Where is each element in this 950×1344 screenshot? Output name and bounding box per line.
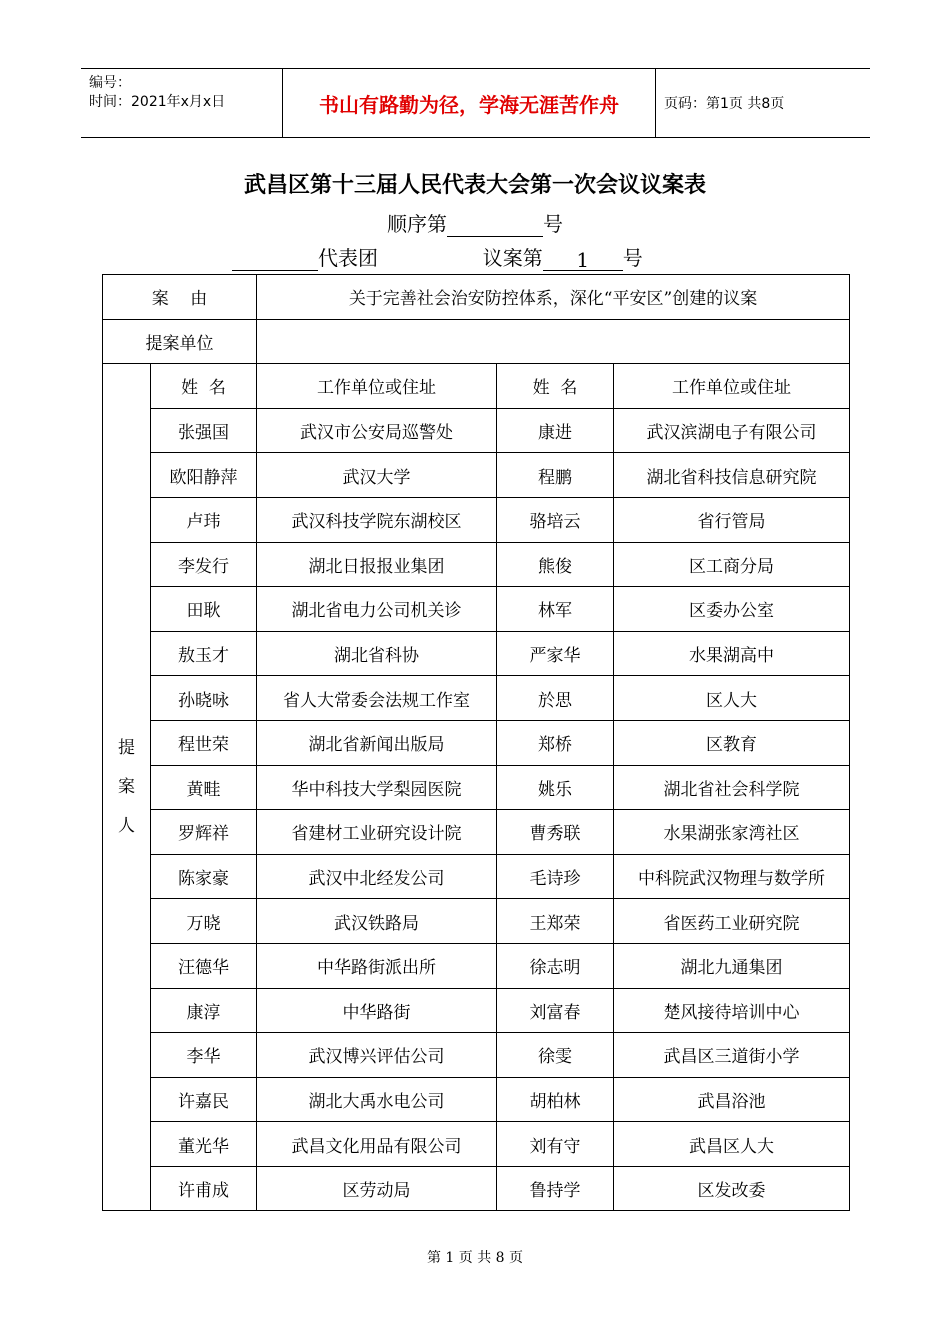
- proposer-row: [103, 1166, 850, 1211]
- proposer-workplace: 区委办公室: [614, 587, 850, 632]
- proposer-workplace: 省建材工业研究设计院: [257, 810, 497, 855]
- proposer-name: 程世荣: [151, 720, 257, 765]
- time-label: 时间：2021年x月x日: [89, 94, 226, 110]
- proposer-workplace: 省人大常委会法规工作室: [257, 676, 497, 721]
- proposer-row: [103, 854, 850, 899]
- order-suffix: 号: [543, 212, 563, 236]
- proposer-row: [103, 899, 850, 944]
- proposer-name: 徐志明: [497, 943, 614, 988]
- proposer-row: [103, 587, 850, 632]
- proposer-name: 程鹏: [497, 453, 614, 498]
- proposer-row: [103, 988, 850, 1033]
- col-header-workplace: 工作单位或住址: [257, 364, 497, 409]
- proposer-name: 敖玉才: [151, 631, 257, 676]
- document-title: 武昌区第十三届人民代表大会第一次会议议案表: [243, 173, 706, 198]
- proposer-workplace: 湖北省新闻出版局: [257, 720, 497, 765]
- proposer-workplace: 湖北大禹水电公司: [257, 1077, 497, 1122]
- proposer-workplace: 省行管局: [614, 497, 850, 542]
- proposer-workplace: 区教育: [614, 720, 850, 765]
- delegation-label: 代表团: [318, 246, 378, 270]
- proposer-workplace: 省医药工业研究院: [614, 899, 850, 944]
- proposer-name: 姚乐: [497, 765, 614, 810]
- proposer-row: [103, 765, 850, 810]
- proposer-workplace: 湖北九通集团: [614, 943, 850, 988]
- proposer-workplace: 区人大: [614, 676, 850, 721]
- proposer-workplace: 中华路街派出所: [257, 943, 497, 988]
- proposer-name: 鲁持学: [497, 1166, 614, 1211]
- proposer-name: 毛诗珍: [497, 854, 614, 899]
- proposer-name: 刘富春: [497, 988, 614, 1033]
- proposer-workplace: 华中科技大学梨园医院: [257, 765, 497, 810]
- proposers-label-char: 提: [118, 737, 135, 758]
- motion-suffix: 号: [622, 246, 643, 270]
- proposer-workplace: 水果湖高中: [614, 631, 850, 676]
- proposer-workplace: 武昌区三道街小学: [614, 1033, 850, 1078]
- proposer-row: [103, 676, 850, 721]
- proposer-workplace: 湖北省科协: [257, 631, 497, 676]
- proposer-name: 於思: [497, 676, 614, 721]
- col-header-workplace: 工作单位或住址: [614, 364, 850, 409]
- header-meta: [81, 69, 283, 137]
- proposer-name: 李华: [151, 1033, 257, 1078]
- proposer-row: [103, 497, 850, 542]
- proposer-row: [103, 631, 850, 676]
- proposers-label-char: 人: [118, 815, 135, 836]
- proposer-workplace: 武昌浴池: [614, 1077, 850, 1122]
- unit-row: [103, 319, 850, 364]
- order-number-line: [0, 208, 950, 237]
- delegation-motion-line: [232, 242, 643, 271]
- proposer-workplace: 区劳动局: [257, 1166, 497, 1211]
- motion-form-table: [102, 274, 850, 1211]
- reason-row: [103, 275, 850, 320]
- order-number-blank: [447, 214, 543, 237]
- number-label: 编号：: [89, 75, 131, 91]
- unit-label: 提案单位: [103, 319, 257, 364]
- proposer-workplace: 楚风接待培训中心: [614, 988, 850, 1033]
- header-page-info: 页码：第1页 共8页: [664, 96, 785, 112]
- proposer-name: 汪德华: [151, 943, 257, 988]
- proposer-name: 陈家豪: [151, 854, 257, 899]
- proposer-workplace: 武汉铁路局: [257, 899, 497, 944]
- proposer-workplace: 湖北省社会科学院: [614, 765, 850, 810]
- proposer-workplace: 水果湖张家湾社区: [614, 810, 850, 855]
- proposer-row: [103, 408, 850, 453]
- proposer-name: 罗辉祥: [151, 810, 257, 855]
- proposer-row: [103, 810, 850, 855]
- reason-value: 关于完善社会治安防控体系，深化“平安区”创建的议案: [257, 275, 850, 320]
- proposer-workplace: 武汉科技学院东湖校区: [257, 497, 497, 542]
- proposer-row: [103, 453, 850, 498]
- proposer-name: 胡柏林: [497, 1077, 614, 1122]
- proposer-name: 刘有守: [497, 1122, 614, 1167]
- proposer-workplace: 区发改委: [614, 1166, 850, 1211]
- proposer-row: [103, 1033, 850, 1078]
- proposer-row: [103, 720, 850, 765]
- motion-number: 1: [543, 248, 623, 271]
- proposer-workplace: 中科院武汉物理与数学所: [614, 854, 850, 899]
- col-header-name: 姓 名: [497, 364, 614, 409]
- order-prefix: 顺序第: [387, 212, 447, 236]
- proposer-name: 孙晓咏: [151, 676, 257, 721]
- col-header-name: 姓 名: [151, 364, 257, 409]
- proposer-name: 严家华: [497, 631, 614, 676]
- proposer-workplace: 区工商分局: [614, 542, 850, 587]
- proposer-workplace: 武汉滨湖电子有限公司: [614, 408, 850, 453]
- page-header: [81, 68, 870, 138]
- proposer-name: 曹秀联: [497, 810, 614, 855]
- proposer-workplace: 湖北日报报业集团: [257, 542, 497, 587]
- proposer-workplace: 湖北省电力公司机关诊: [257, 587, 497, 632]
- proposer-name: 万晓: [151, 899, 257, 944]
- proposer-workplace: 武汉大学: [257, 453, 497, 498]
- proposer-row: [103, 542, 850, 587]
- proposer-name: 王郑荣: [497, 899, 614, 944]
- proposer-workplace: 湖北省科技信息研究院: [614, 453, 850, 498]
- delegation-blank: [232, 248, 318, 271]
- proposer-name: 熊俊: [497, 542, 614, 587]
- motion-prefix: 议案第: [482, 246, 543, 270]
- proposer-name: 郑桥: [497, 720, 614, 765]
- proposers-label: [103, 364, 151, 1211]
- proposer-name: 张强国: [151, 408, 257, 453]
- proposer-name: 欧阳静萍: [151, 453, 257, 498]
- header-motto: 书山有路勤为径，学海无涯苦作舟: [283, 69, 656, 137]
- proposer-name: 田耿: [151, 587, 257, 632]
- proposer-row: [103, 943, 850, 988]
- proposer-workplace: 中华路街: [257, 988, 497, 1033]
- proposers-label-char: 案: [118, 776, 135, 797]
- proposer-workplace: 武汉博兴评估公司: [257, 1033, 497, 1078]
- proposer-name: 许嘉民: [151, 1077, 257, 1122]
- proposer-name: 骆培云: [497, 497, 614, 542]
- proposer-workplace: 武昌区人大: [614, 1122, 850, 1167]
- proposer-name: 康进: [497, 408, 614, 453]
- proposer-row: [103, 1077, 850, 1122]
- reason-label: 案 由: [103, 275, 257, 320]
- proposer-row: [103, 1122, 850, 1167]
- proposer-name: 徐雯: [497, 1033, 614, 1078]
- proposer-name: 康淳: [151, 988, 257, 1033]
- proposer-name: 许甫成: [151, 1166, 257, 1211]
- proposer-workplace: 武汉中北经发公司: [257, 854, 497, 899]
- proposer-name: 林军: [497, 587, 614, 632]
- proposer-workplace: 武汉市公安局巡警处: [257, 408, 497, 453]
- proposer-name: 黄畦: [151, 765, 257, 810]
- proposer-name: 卢玮: [151, 497, 257, 542]
- page-footer: 第 1 页 共 8 页: [426, 1250, 524, 1266]
- unit-value: [257, 319, 850, 364]
- proposer-name: 李发行: [151, 542, 257, 587]
- proposer-workplace: 武昌文化用品有限公司: [257, 1122, 497, 1167]
- proposer-name: 董光华: [151, 1122, 257, 1167]
- proposer-header-row: [103, 364, 850, 409]
